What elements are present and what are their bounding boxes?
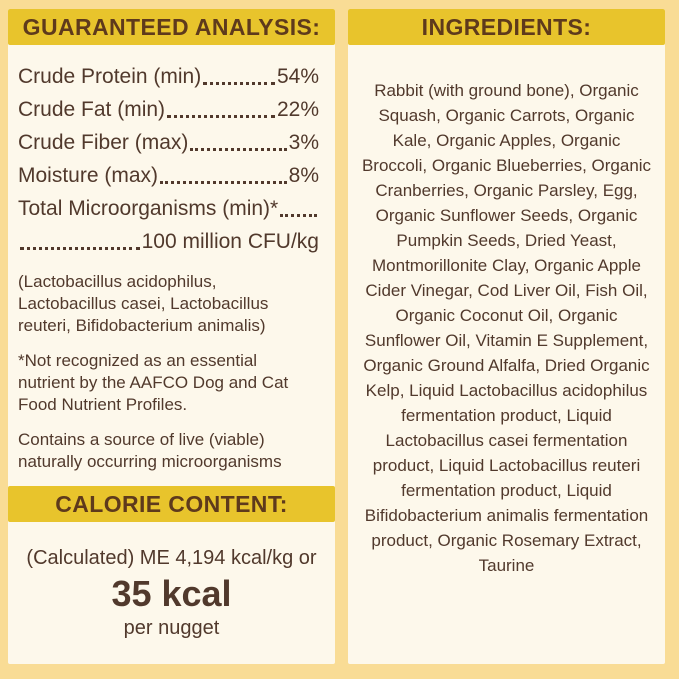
calorie-content-header: CALORIE CONTENT:	[8, 486, 335, 522]
analysis-row-total-microorganisms	[18, 192, 319, 225]
analysis-label: Total Microorganisms (min)*	[18, 197, 279, 220]
analysis-value: 8%	[288, 164, 319, 187]
calorie-per-nugget-label: per nugget	[123, 617, 220, 639]
calorie-content-body	[8, 522, 335, 640]
note-live-microorganisms: Contains a source of live (viable) naturally occurring microorganisms	[18, 430, 282, 471]
calorie-per-nugget-value: 35 kcal	[111, 573, 232, 614]
dot-leader	[20, 247, 140, 250]
analysis-row-crude-protein	[18, 60, 319, 93]
ingredients-panel	[348, 9, 665, 664]
analysis-value: 22%	[276, 98, 319, 121]
guaranteed-analysis-header: GUARANTEED ANALYSIS:	[8, 9, 335, 45]
calorie-kcal-per-kg: (Calculated) ME 4,194 kcal/kg or	[26, 547, 317, 569]
analysis-value: 3%	[288, 131, 319, 154]
dot-leader	[190, 148, 286, 151]
analysis-value: 54%	[276, 65, 319, 88]
dot-leader	[203, 82, 275, 85]
dot-leader	[280, 214, 317, 217]
note-probiotic-species: (Lactobacillus acidophilus, Lactobacillus casei, Lactobacillus reuteri, Bifidobacterium animalis)	[18, 272, 269, 335]
analysis-row-crude-fiber	[18, 126, 319, 159]
analysis-label: Moisture (max)	[18, 164, 159, 187]
analysis-label: Crude Fat (min)	[18, 98, 166, 121]
ingredients-header: INGREDIENTS:	[348, 9, 665, 45]
analysis-row-moisture	[18, 159, 319, 192]
dot-leader	[160, 181, 287, 184]
analysis-label: Crude Protein (min)	[18, 65, 202, 88]
analysis-row-crude-fat	[18, 93, 319, 126]
analysis-row-total-microorganisms-value	[18, 225, 319, 258]
analysis-label: Crude Fiber (max)	[18, 131, 189, 154]
ingredients-text: Rabbit (with ground bone), Organic Squash, Organic Carrots, Organic Kale, Organic Apples, Organic Broccoli, Organic Blueberries, Organic Cranberries, Organic Parsley, Egg, Organic Sunflower Seeds, Organic Pumpkin Seeds, Dried Yeast, Montmorillonite Clay, Organic Apple Cider Vinegar, Cod Liver Oil, Fish Oil, Organic Coconut Oil, Organic Sunflower Oil, Vitamin E Supplement, Organic Ground Alfalfa, Dried Organic Kelp, Liquid Lactobacillus acidophilus fermentation product, Liquid Lactobacillus casei fermentation product, Liquid Lactobacillus reuteri fermentation product, Liquid Bifidobacterium animalis fermentation product, Organic Rosemary Extract, Taurine	[361, 81, 652, 575]
analysis-value: 100 million CFU/kg	[141, 230, 319, 253]
guaranteed-analysis-table	[8, 45, 335, 473]
guaranteed-analysis-panel	[8, 9, 335, 664]
dot-leader	[167, 115, 275, 118]
note-aafco-disclaimer: *Not recognized as an essential nutrient by the AAFCO Dog and Cat Food Nutrient Profiles.	[18, 351, 289, 414]
